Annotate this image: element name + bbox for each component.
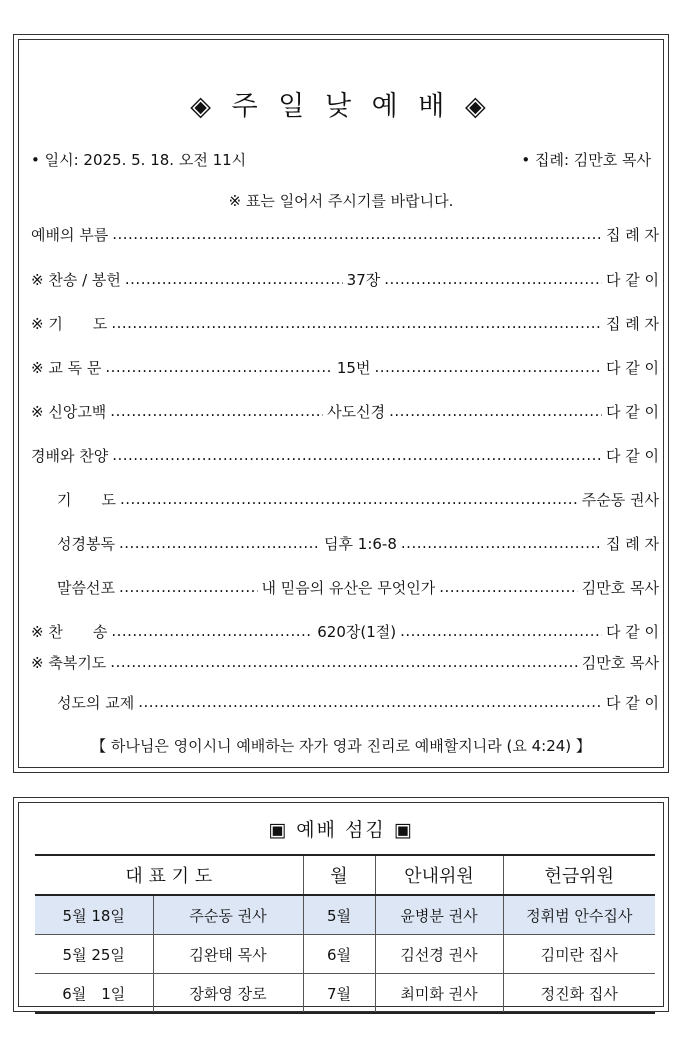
order-item [57, 691, 659, 713]
order-item [57, 532, 659, 554]
usher-person: 김선경 권사 [375, 935, 503, 974]
order-item [57, 488, 659, 510]
service-title: ◈ 주 일 낮 예 배 ◈ [190, 91, 492, 122]
order-item [31, 651, 659, 673]
service-staff-inner-border [18, 802, 664, 1007]
leader-dots [119, 532, 320, 554]
order-item-label: ※ 찬송 / 봉헌 [31, 270, 121, 289]
order-item [31, 223, 659, 245]
order-item [31, 312, 659, 334]
order-item-label: ※ 기 도 [31, 314, 108, 333]
leader-dots [401, 532, 602, 554]
order-item-performer: 주순동 권사 [581, 490, 659, 509]
order-item [31, 400, 659, 422]
order-item [31, 620, 659, 642]
order-item [31, 444, 659, 466]
order-item-detail: 620장(1절) [317, 622, 397, 641]
prayer-date: 6월 1일 [35, 974, 153, 1014]
table-row [35, 895, 655, 935]
order-item-performer: 다 같 이 [606, 622, 660, 641]
order-item-label: 기 도 [57, 490, 116, 509]
order-item-label: ※ 신앙고백 [31, 402, 107, 421]
leader-dots [111, 620, 313, 642]
leader-dots [439, 576, 578, 598]
header-offering: 헌금위원 [503, 855, 655, 895]
prayer-person: 장화영 장로 [153, 974, 303, 1014]
leader-dots [111, 312, 602, 334]
leader-dots [112, 223, 602, 245]
worship-order-box [13, 34, 669, 773]
service-info [31, 149, 651, 171]
order-item-label: 성경봉독 [57, 534, 115, 553]
order-item-label: 말씀선포 [57, 578, 115, 597]
leader-dots [389, 400, 602, 422]
leader-dots [105, 356, 333, 378]
header-prayer: 대 표 기 도 [35, 855, 303, 895]
leader-dots [112, 444, 602, 466]
usher-person: 윤병분 권사 [375, 895, 503, 935]
prayer-date: 5월 25일 [35, 935, 153, 974]
leader-dots [120, 488, 578, 510]
service-staff-box [13, 797, 669, 1012]
order-item-performer: 다 같 이 [605, 693, 659, 712]
order-item-performer: 다 같 이 [605, 358, 659, 377]
order-item-performer: 집 례 자 [605, 225, 659, 244]
order-item-label: ※ 찬 송 [31, 622, 108, 641]
scripture-verse: 【 하나님은 영이시니 예배하는 자가 영과 진리로 예배할지니라 (요 4:24) 】 [91, 737, 591, 755]
order-item-performer: 다 같 이 [606, 270, 660, 289]
duty-month: 6월 [303, 935, 375, 974]
order-item [57, 576, 659, 598]
order-item-detail: 딤후 1:6-8 [324, 534, 397, 553]
order-item-detail: 내 믿음의 유산은 무엇인가 [261, 578, 436, 597]
standing-notice: ※ 표는 일어서 주시기를 바랍니다. [228, 192, 454, 210]
order-item-performer: 다 같 이 [605, 446, 659, 465]
leader-dots [384, 268, 602, 290]
service-date: • 일시: 2025. 5. 18. 오전 11시 [31, 151, 247, 169]
leader-dots [119, 576, 258, 598]
leader-dots [400, 620, 602, 642]
order-item [31, 268, 659, 290]
offering-person: 정휘범 안수집사 [503, 895, 655, 935]
order-item-label: ※ 축복기도 [31, 653, 107, 672]
order-item-performer: 집 례 자 [605, 534, 659, 553]
order-item-performer: 김만호 목사 [581, 578, 660, 597]
offering-person: 김미란 집사 [503, 935, 655, 974]
header-month: 월 [303, 855, 375, 895]
order-item-performer: 다 같 이 [605, 402, 659, 421]
staff-title: ▣ 예배 섬김 ▣ [268, 819, 414, 841]
leader-dots [125, 268, 343, 290]
leader-dots [138, 691, 602, 713]
worship-order-inner-border [18, 39, 664, 768]
order-item-detail: 사도신경 [327, 402, 386, 421]
leader-dots [110, 651, 577, 673]
order-item-label: ※ 교 독 문 [31, 358, 102, 377]
table-row [35, 974, 655, 1014]
leader-dots [374, 356, 602, 378]
order-item-label: 성도의 교제 [57, 693, 135, 712]
prayer-person: 김완태 목사 [153, 935, 303, 974]
leader-dots [110, 400, 323, 422]
header-usher: 안내위원 [375, 855, 503, 895]
offering-person: 정진화 집사 [503, 974, 655, 1014]
order-item-detail: 15번 [336, 358, 371, 377]
prayer-date: 5월 18일 [35, 895, 153, 935]
duty-month: 7월 [303, 974, 375, 1014]
order-item-performer: 김만호 목사 [581, 653, 659, 672]
order-item-label: 예배의 부름 [31, 225, 109, 244]
staff-table [35, 854, 655, 1014]
order-item-performer: 집 례 자 [605, 314, 659, 333]
duty-month: 5월 [303, 895, 375, 935]
prayer-person: 주순동 권사 [153, 895, 303, 935]
table-row [35, 935, 655, 974]
order-item-label: 경배와 찬양 [31, 446, 109, 465]
order-item [31, 356, 659, 378]
order-item-detail: 37장 [346, 270, 381, 289]
usher-person: 최미화 권사 [375, 974, 503, 1014]
service-leader: • 집례: 김만호 목사 [521, 151, 651, 169]
staff-table-header [35, 855, 655, 895]
